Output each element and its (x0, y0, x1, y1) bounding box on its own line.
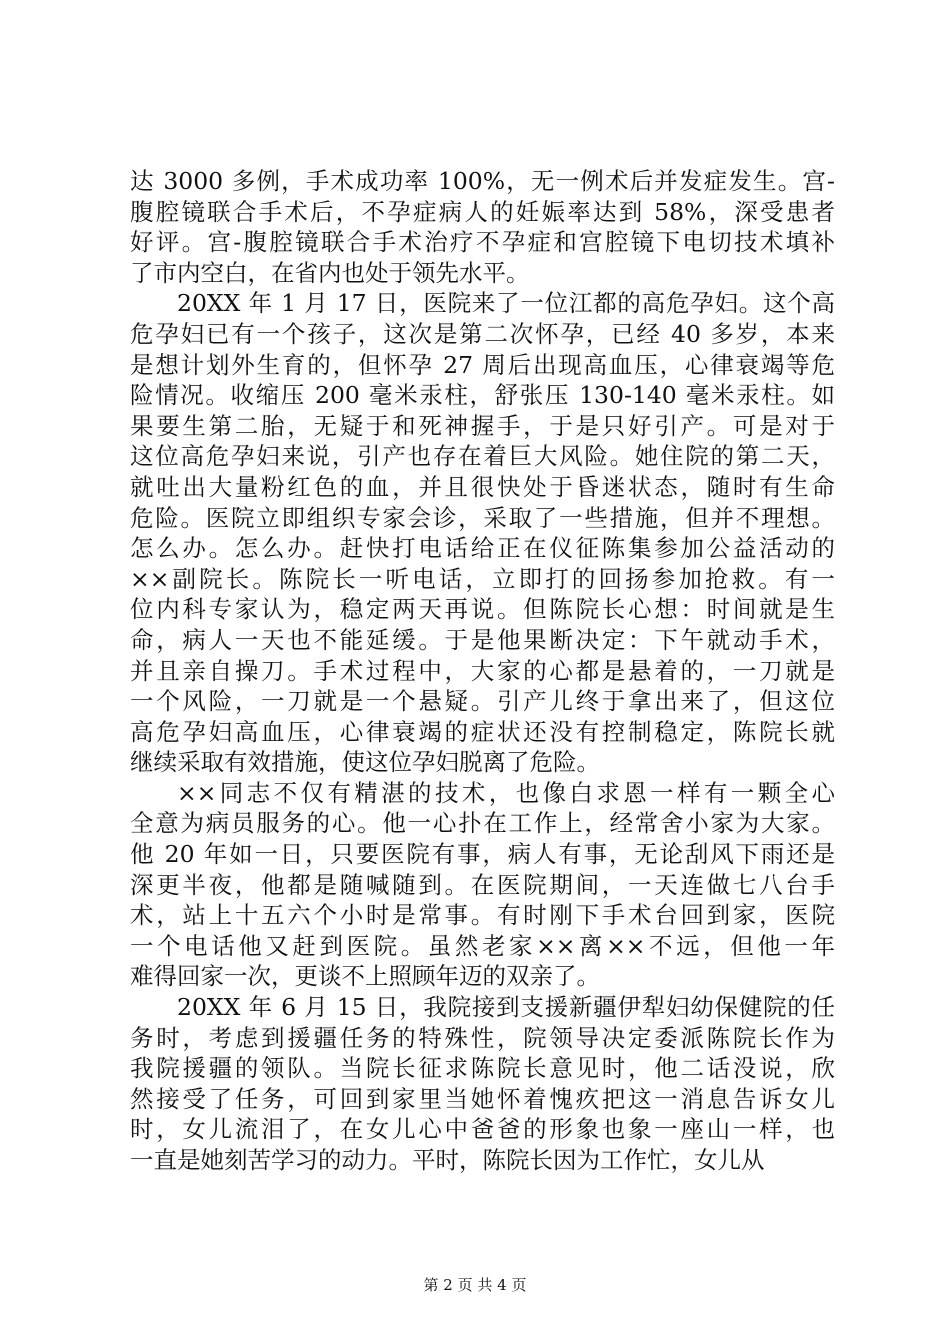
text-line (130, 717, 835, 748)
text-line (130, 900, 835, 931)
line-text: 他 20 年如一日，只要医院有事，病人有事，无论刮风下雨还是 (130, 840, 835, 869)
text-line (130, 533, 835, 564)
line-text: 务时，考虑到援疆任务的特殊性，院领导决定委派陈院长作为 (130, 1023, 835, 1052)
text-line (130, 472, 835, 503)
line-text: 达 3000 多例，手术成功率 100%，无一例术后并发症发生。宫- (130, 167, 835, 195)
page-footer: 第 2 页 共 4 页 (423, 1276, 527, 1294)
text-line (130, 1145, 835, 1176)
line-text: 时，女儿流泪了，在女儿心中爸爸的形象也象一座山一样，也 (130, 1115, 835, 1144)
text-line (130, 1053, 835, 1084)
line-text: 一个风险，一刀就是一个悬疑。引产儿终于拿出来了，但这位 (130, 687, 835, 716)
text-line (130, 441, 835, 472)
line-text: 然接受了任务，可回到家里当她怀着愧疚把这一消息告诉女儿 (130, 1084, 835, 1113)
line-text: 难得回家一次，更谈不上照顾年迈的双亲了。 (130, 962, 600, 991)
text-line (130, 931, 835, 962)
text-line (130, 350, 835, 381)
text-line (130, 992, 835, 1023)
text-line (130, 227, 835, 258)
body-text (130, 166, 835, 1176)
text-line (130, 197, 835, 228)
text-line (130, 258, 835, 289)
line-text: 怎么办。怎么办。赶快打电话给正在仪征陈集参加公益活动的 (130, 534, 835, 563)
line-text: 高危孕妇高血压，心律衰竭的症状还没有控制稳定，陈院长就 (130, 717, 835, 746)
text-line (130, 656, 835, 687)
text-line (130, 1084, 835, 1115)
line-text: 了市内空白，在省内也处于领先水平。 (130, 258, 530, 287)
line-text: 全意为病员服务的心。他一心扑在工作上，经常舍小家为大家。 (130, 809, 835, 838)
paragraph (130, 778, 835, 992)
text-line (130, 288, 835, 319)
line-text: 术，站上十五六个小时是常事。有时刚下手术台回到家，医院 (130, 901, 835, 930)
line-text: 这位高危孕妇来说，引产也存在着巨大风险。她住院的第二天， (130, 442, 835, 471)
line-text: 一个电话他又赶到医院。虽然老家××离××不远，但他一年 (130, 931, 835, 960)
line-text: 并且亲自操刀。手术过程中，大家的心都是悬着的，一刀就是 (130, 656, 835, 685)
text-line (130, 839, 835, 870)
line-text: ××副院长。陈院长一听电话，立即打的回扬参加抢救。有一 (130, 564, 835, 593)
line-text: 深更半夜，他都是随喊随到。在医院期间，一天连做七八台手 (130, 870, 835, 899)
line-text: 20XX 年 1 月 17 日，医院来了一位江都的高危孕妇。这个高 (177, 289, 835, 318)
line-text: 险情况。收缩压 200 毫米汞柱，舒张压 130-140 毫米汞柱。如 (130, 381, 835, 410)
line-text: 危孕妇已有一个孩子，这次是第二次怀孕，已经 40 多岁，本来 (130, 319, 835, 348)
text-line (130, 870, 835, 901)
line-text: ××同志不仅有精湛的技术，也像白求恩一样有一颗全心 (177, 778, 835, 807)
text-line (130, 380, 835, 411)
line-text: 危险。医院立即组织专家会诊，采取了一些措施，但并不理想。 (130, 503, 835, 532)
paragraph (130, 288, 835, 778)
text-line (130, 503, 835, 534)
line-text: 位内科专家认为，稳定两天再说。但陈院长心想：时间就是生 (130, 595, 835, 624)
text-line (130, 594, 835, 625)
line-text: 命，病人一天也不能延缓。于是他果断决定：下午就动手术， (130, 625, 835, 654)
text-line (130, 1114, 835, 1145)
text-line (130, 778, 835, 809)
line-text: 就吐出大量粉红色的血，并且很快处于昏迷状态，随时有生命 (130, 472, 835, 501)
text-line (130, 961, 835, 992)
text-line (130, 808, 835, 839)
text-line (130, 686, 835, 717)
paragraph (130, 992, 835, 1176)
text-line (130, 747, 835, 778)
text-line (130, 1023, 835, 1054)
line-text: 好评。宫-腹腔镜联合手术治疗不孕症和宫腔镜下电切技术填补 (130, 228, 835, 257)
line-text: 一直是她刻苦学习的动力。平时，陈院长因为工作忙，女儿从 (130, 1146, 765, 1174)
line-text: 果要生第二胎，无疑于和死神握手，于是只好引产。可是对于 (130, 411, 835, 440)
line-text: 继续采取有效措施，使这位孕妇脱离了危险。 (130, 748, 600, 777)
line-text: 是想计划外生育的，但怀孕 27 周后出现高血压，心律衰竭等危 (130, 350, 835, 379)
text-line (130, 411, 835, 442)
line-text: 腹腔镜联合手术后，不孕症病人的妊娠率达到 58%，深受患者 (130, 197, 835, 226)
paragraph (130, 166, 835, 288)
text-line (130, 564, 835, 595)
text-line (130, 319, 835, 350)
text-line (130, 625, 835, 656)
line-text: 我院援疆的领队。当院长征求陈院长意见时，他二话没说，欣 (130, 1054, 835, 1083)
line-text: 20XX 年 6 月 15 日，我院接到支援新疆伊犁妇幼保健院的任 (177, 993, 835, 1022)
text-line (130, 166, 835, 197)
